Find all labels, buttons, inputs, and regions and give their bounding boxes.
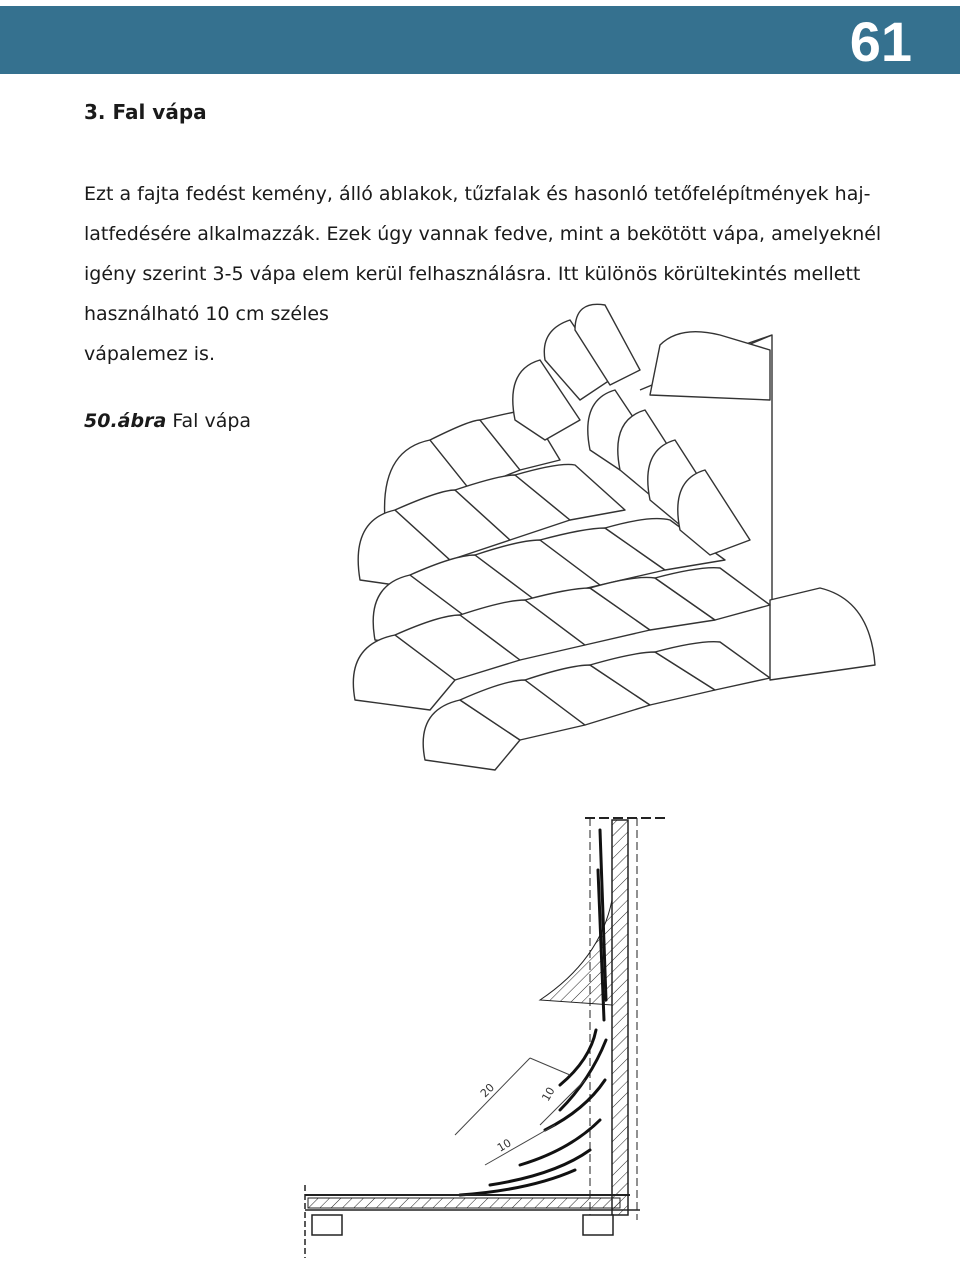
wall-valley-section-drawing — [295, 810, 675, 1260]
right-roof-strip — [770, 588, 875, 680]
wall-section — [612, 820, 628, 1215]
dimension-label: 10 — [539, 1084, 558, 1104]
dimension-label: 20 — [477, 1081, 498, 1101]
dimension-label: 10 — [495, 1136, 514, 1155]
figure-caption — [84, 410, 251, 432]
caption-number: 50.ábra — [84, 410, 167, 432]
body-line: használható 10 cm széles — [84, 303, 329, 325]
header-band — [0, 6, 960, 74]
section-title: 3. Fal vápa — [84, 100, 207, 124]
page-number: 61 — [849, 10, 912, 73]
body-line: igény szerint 3-5 vápa elem kerül felhasználásra. Itt különös körültekintés mellett — [84, 263, 861, 285]
wall-valley-tile-drawing — [340, 300, 900, 800]
caption-text: Fal vápa — [172, 410, 252, 432]
body-line: vápalemez is. — [84, 343, 215, 365]
roof-base — [308, 1198, 620, 1208]
body-line: Ezt a fajta fedést kemény, álló ablakok, tűzfalak és hasonló tetőfelépítmények haj- — [84, 183, 871, 205]
body-line: latfedésére alkalmazzák. Ezek úgy vannak fedve, mint a bekötött vápa, amelyeknél — [84, 223, 882, 245]
